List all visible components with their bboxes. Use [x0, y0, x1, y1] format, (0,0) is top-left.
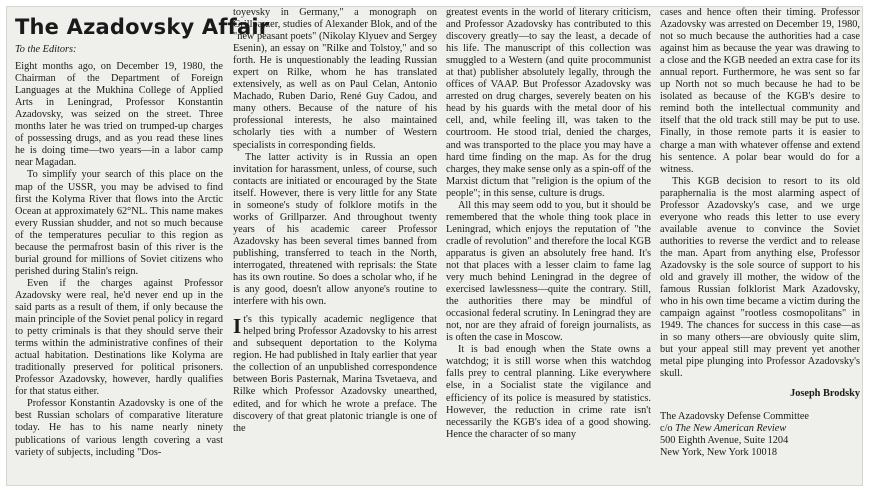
publication-name: The New American Review [675, 422, 787, 434]
column-3 [446, 7, 651, 487]
paragraph-text: t's this typically academic negligence that helped bring Professor Azadovsky to his arrest and subsequent deportation to the Kolyma region. He had published in Italy earlier that year the collection of an unpublished correspondence between Boris Pasternak, Marina Tsvetaeva, and Rilke which Professor Azadovsky unearthed, edited, and for which he wrote a preface. The discovery of that great platonic triangle is one of the [233, 314, 437, 434]
address-line: 500 Eighth Avenue, Suite 1204 [660, 434, 789, 446]
column-1 [15, 7, 270, 487]
article-title: The Azadovsky Affair [15, 15, 270, 39]
drop-cap: I [233, 314, 242, 339]
signature: Joseph Brodsky [790, 388, 860, 400]
salutation: To the Editors: [15, 44, 77, 55]
paragraph-with-dropcap [233, 314, 437, 434]
paragraph: greatest events in the world of literary criticism, and Professor Azadovsky has contributed to this discovery greatly—to say the least, a decade of his life. The manuscript of this collection was smuggled to a Western (and quite procommunist at that) publisher absolutely legally, through the offices of VAAP. But Professor Azadovsky was arrested on drug charges, severely beaten on his head by his guards with the metal door of his cell, and, while feeling ill, was taken to the courtroom. He stood trial, denied the charges, and was transported to the place you may have a hard time finding on the map. As for the drug charges, they make sense only as a spin-off of the Marxist dictum that "religion is the opium of the people"; in this sense, culture is drugs. [446, 7, 651, 199]
paragraph: All this may seem odd to you, but it should be remembered that the whole thing took place in Leningrad, which enjoys the reputation of "the cradle of revolution" and therefore the local KGB apparatus is given an absolutely free hand. It's not that places with a lesser claim to fame lag very much behind Leningrad in the degree of exercised lawlessness—quite the contrary. Still, the authorities there may be mindful of occasional federal scrutiny. In Leningrad they are not, nor are they afraid of foreign journalists, as is often the case in Moscow. [446, 199, 651, 344]
address-line: New York, New York 10018 [660, 446, 777, 458]
paragraph: toyevsky in Germany," a monograph on Grillparzer, studies of Alexander Blok, and of the "new peasant poets" (Nikolay Klyuev and Sergey Esenin), an essay on "Rilke and Tolstoy," and so forth. He is unquestionably the leading Russian expert on Rilke, whom he has translated extensively, as well as on Paul Celan, Antonio Machado, Ruben Dario, René Guy Cadou, and many others. Because of the nature of his professional interests, he also maintained scholarly ties with a number of Western specialists in corresponding fields. [233, 7, 437, 151]
paragraph: Even if the charges against Professor Azadovsky were real, he'd never end up in the said parts as a result of them, if only because the main principle of the Soviet penal policy in regard to petty criminals is that they should serve their terms within the administrative confines of their actual habitation. Destinations like Kolyma are traditionally preserved for political prisoners. Professor Azadovsky, however, hardly qualifies for that status either. [15, 277, 223, 398]
column-4 [660, 7, 860, 487]
address-line: c/o The New American Review [660, 422, 787, 434]
paragraph: cases and hence often their timing. Professor Azadovsky was arrested on December 19, 1980, not so much because the authorities had a case against him as because the year was drawing to a close and the KGB needed an extra case for its annual report. Furthermore, he was sent so far up North not so much because he had to be isolated as because of the KGB's desire to remind both the intellectual community and itself that the old track still may be put to use. Finally, in those remote parts it is easier to charge a man with whatever offense and extend his sentence. A polar bear would do for a witness. [660, 7, 860, 175]
paragraph: The latter activity is in Russia an open invitation for harassment, unless, of course, such contacts are initiated or encouraged by the State itself. However, there is very little for any State in someone's study of folklore motifs in the works of Grillparzer. And throughout twenty years of his academic career Professor Azadovsky has been several times banned from publishing, transferred to teach in the North, interrogated, threatened with reprisals: the State has its own routine. So does a scholar who, if he is any good, doesn't allow anyone's routine to interfere with his own. [233, 151, 437, 308]
column-2 [233, 7, 437, 487]
address-line: The Azadovsky Defense Committee [660, 410, 809, 422]
letter-page [6, 6, 863, 486]
paragraph: This KGB decision to resort to its old paraphernalia is the most alarming aspect of Professor Azadovsky's case, and we urge everyone who reads this letter to use every available avenue to convince the Soviet authorities to reverse the verdict and to release the man. Apart from anything else, Professor Azadovsky is the sole source of support to his old and gravely ill mother, the widow of the famous Russian folklorist Mark Azadovsky, who in his own time became a victim during the campaign against "rootless cosmopolitans" in 1949. The chances for success in this case—as in so many others—are obviously quite slim, but your appeal still may prevent yet another metal pipe plunging into Professor Azadovsky's skull. [660, 175, 860, 380]
paragraph: Eight months ago, on December 19, 1980, the Chairman of the Department of Foreign Languages at the Mukhina College of Applied Arts in Leningrad, Professor Konstantin Azadovsky, was seized on the street. Three months later he was tried on trumped-up charges of possessing drugs, and as you read these lines he is doing time—two years—in a labor camp near Magadan. [15, 61, 223, 169]
paragraph: Professor Konstantin Azadovsky is one of the best Russian scholars of comparative literature today. He has to his name nearly ninety publications of various length covering a vast variety of subjects, including "Dos- [15, 398, 223, 458]
paragraph: To simplify your search of this place on the map of the USSR, you may be advised to find first the Kolyma River that flows into the Arctic Ocean at approximately 62°NL. This name makes every Russian shudder, and not so much because of the temperatures peculiar to this region as because the permafrost basin of this river is the burial ground for millions of Soviet citizens who perished during Stalin's reign. [15, 169, 223, 277]
paragraph: It is bad enough when the State owns a watchdog; it is still worse when this watchdog falls prey to central planning. Like everywhere else, in a Socialist state the vigilance and efficiency of its police is measured by statistics. However, the reduction in crime rate isn't necessarily the KGB's idea of a good showing. Hence the character of so many [446, 344, 651, 440]
address-block [660, 411, 860, 459]
